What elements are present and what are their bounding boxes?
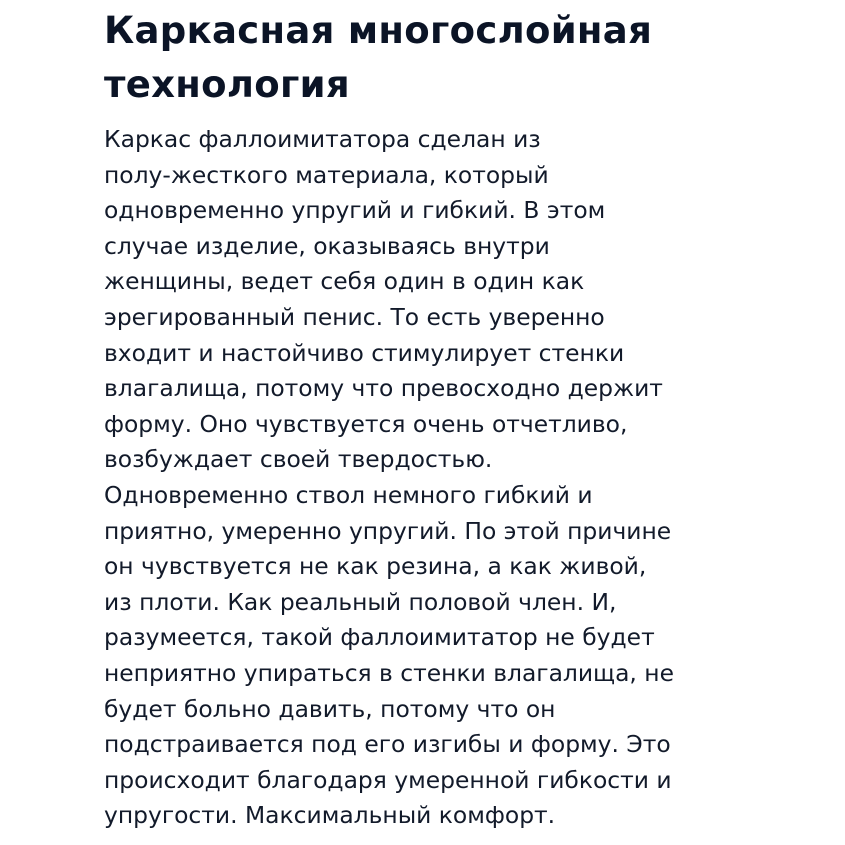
title-line: Каркасная многослойная (104, 9, 653, 52)
text-line: приятно, умеренно упругий. По этой причине (104, 516, 672, 545)
description-paragraph (104, 122, 784, 834)
text-line: входит и настойчиво стимулирует стенки (104, 338, 625, 367)
title-line: технология (104, 63, 350, 106)
text-line: разумеется, такой фаллоимитатор не будет (104, 623, 655, 652)
text-line: эрегированный пенис. То есть уверенно (104, 302, 605, 331)
text-line: полу-жесткого материала, который (104, 160, 549, 189)
text-line: будет больно давить, потому что он (104, 694, 556, 723)
text-line: форму. Оно чувствуется очень отчетливо, (104, 409, 628, 438)
section-title (104, 4, 804, 112)
text-line: он чувствуется не как резина, а как живой, (104, 552, 647, 581)
text-line: возбуждает своей твердостью. (104, 445, 493, 474)
text-line: одновременно упругий и гибкий. В этом (104, 196, 606, 225)
text-line: женщины, ведет себя один в один как (104, 267, 585, 296)
text-line: Одновременно ствол немного гибкий и (104, 480, 593, 509)
text-line: подстраивается под его изгибы и форму. Это (104, 730, 671, 759)
text-line: упругости. Максимальный комфорт. (104, 801, 556, 830)
text-line: Каркас фаллоимитатора сделан из (104, 125, 541, 153)
text-line: происходит благодаря умеренной гибкости и (104, 765, 672, 794)
text-line: из плоти. Как реальный половой член. И, (104, 587, 617, 616)
text-line: случае изделие, оказываясь внутри (104, 231, 550, 260)
text-line: влагалища, потому что превосходно держит (104, 374, 663, 403)
text-line: неприятно упираться в стенки влагалища, не (104, 658, 674, 687)
